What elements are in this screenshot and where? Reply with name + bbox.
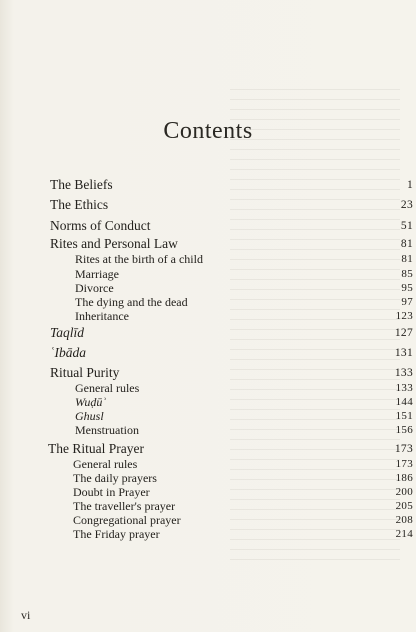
toc-entry-label: The traveller's prayer xyxy=(73,499,176,513)
toc-entry-page: 97 xyxy=(401,296,413,308)
toc-entry-page: 51 xyxy=(400,220,413,232)
toc-entry-label: General rules xyxy=(75,381,140,395)
toc-entry-page: 123 xyxy=(395,310,413,322)
toc-entry-page: 133 xyxy=(394,367,413,379)
toc-entry-label: Marriage xyxy=(75,267,119,281)
toc-entry-page: 81 xyxy=(401,253,413,265)
toc-entry-page: 23 xyxy=(400,199,413,211)
toc-entry-label: Inheritance xyxy=(75,309,129,323)
toc-entry-label: Wuḍūʾ xyxy=(75,395,107,409)
toc-entry-page: 205 xyxy=(395,500,413,512)
toc-entry-page: 144 xyxy=(395,396,413,408)
toc-entry-page: 131 xyxy=(394,347,413,359)
toc-entry-page: 151 xyxy=(395,410,413,422)
toc-entry-label: Rites at the birth of a child xyxy=(75,252,203,266)
toc-entry-page: 186 xyxy=(395,472,413,484)
toc-entry-page: 208 xyxy=(395,514,413,526)
toc-entry-page: 173 xyxy=(395,458,413,470)
toc-entry-label: Norms of Conduct xyxy=(50,218,151,233)
toc-entry-page: 127 xyxy=(394,327,413,339)
toc-entry-label: General rules xyxy=(73,457,138,471)
toc-entry-label: Ghusl xyxy=(75,409,104,423)
toc-entry-page: 156 xyxy=(395,424,413,436)
toc-entry-label: Taqlīd xyxy=(50,325,85,340)
toc-entry-label: The Ritual Prayer xyxy=(48,441,144,456)
toc-entry-page: 95 xyxy=(401,282,413,294)
toc-entry-page: 133 xyxy=(395,382,413,394)
toc-entry-label: Ritual Purity xyxy=(50,365,120,380)
toc-entry-page: 173 xyxy=(394,443,413,455)
toc-entry-label: The dying and the dead xyxy=(75,295,188,309)
toc-entry-label: ʿIbāda xyxy=(50,345,86,360)
toc-entry-label: Divorce xyxy=(75,281,114,295)
toc-entry-label: The Beliefs xyxy=(50,177,113,192)
toc-entry-label: The daily prayers xyxy=(73,471,157,485)
toc-entry-page: 81 xyxy=(400,238,413,250)
toc-entry-page: 1 xyxy=(406,179,413,191)
toc-entry-page: 200 xyxy=(395,486,413,498)
page-title: Contents xyxy=(163,118,253,144)
toc-entry-label: The Friday prayer xyxy=(73,527,160,541)
toc-entry-label: Menstruation xyxy=(75,423,139,437)
toc-entry-page: 214 xyxy=(395,528,413,540)
toc-entry-label: Congregational prayer xyxy=(73,513,181,527)
toc-entry-page: 85 xyxy=(401,268,413,280)
page-folio: vi xyxy=(21,608,31,622)
toc-entry-label: The Ethics xyxy=(50,197,109,212)
toc-entry-label: Rites and Personal Law xyxy=(50,236,178,251)
toc-entry-label: Doubt in Prayer xyxy=(73,485,150,499)
